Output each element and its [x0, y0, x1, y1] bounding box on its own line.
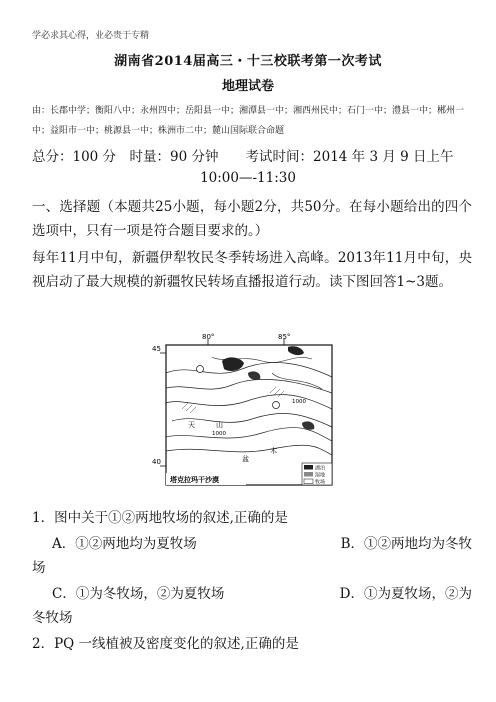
site-marker-1	[197, 366, 204, 373]
legend-swatch-lake	[304, 465, 313, 470]
school-list: 由：长郡中学；衡阳八中；永州四中；岳阳县一中；湘潭县一中；湘西州民中；石门一中；澧县一中；郴州一中；益阳市一中；桃源县一中；株洲市二中；麓山国际联合命题	[32, 106, 465, 136]
question-1-option-a[interactable]: A．①②两地均为夏牧场	[52, 536, 197, 552]
map-label-wood: 木	[270, 447, 277, 455]
lat-label-40: 40	[152, 458, 161, 466]
question-1-option-c[interactable]: C．①为冬牧场，②为夏牧场	[52, 586, 225, 602]
contour-label: 1000	[212, 431, 226, 437]
legend-pasture: 牧场	[315, 479, 326, 486]
legend-swatch-wetland	[304, 472, 313, 477]
question-2-stem: 2．PQ 一线植被及密度变化的叙述,正确的是	[32, 636, 299, 652]
map-label-mountain: 山	[216, 421, 223, 429]
question-1-stem: 1．图中关于①②两地牧场的叙述,正确的是	[32, 510, 288, 526]
question-1-option-d[interactable]: D．①为夏牧场，②为	[339, 586, 472, 602]
desert-label: 塔克拉玛干沙漠	[170, 476, 219, 484]
header-motto: 学必求其心得，业必贵于专精	[32, 31, 150, 41]
exam-subtitle: 地理试卷	[221, 79, 274, 94]
passage-text: 每年11月中旬，新疆伊犁牧民冬季转场进入高峰。2013年11月中旬，央视启动了最大规模的新疆牧民转场直播报道行动。读下图回答1~3题。	[32, 250, 472, 290]
map-svg	[152, 333, 346, 495]
exam-time-range: 10:00—-11:30	[200, 170, 296, 186]
site-marker-2	[273, 402, 280, 409]
section-intro: 一、选择题（本题共25小题，每小题2分，共50分。在每小题给出的四个选项中，只有一项是符合题目要求的。）	[32, 199, 472, 239]
question-1-option-d-continued: 冬牧场	[32, 610, 73, 626]
question-1-options-row-2	[32, 582, 472, 606]
legend-lake: 湖泊	[315, 465, 326, 472]
map-label-tian: 天	[188, 421, 195, 429]
question-1-option-b[interactable]: B．①②两地均为冬牧	[340, 536, 472, 552]
exam-title: 湖南省2014届高三・十三校联考第一次考试	[114, 54, 382, 69]
lon-label-85: 85°	[278, 333, 291, 341]
question-1-option-b-continued: 场	[32, 560, 46, 576]
contour-label: 1000	[292, 399, 306, 405]
question-1-options-row-1	[32, 532, 472, 556]
xinjiang-map-figure	[152, 333, 346, 495]
lat-label-45: 45	[152, 345, 161, 353]
exam-info-line: 总分：100 分 时量：90 分钟 考试时间：2014 年 3 月 9 日上午	[32, 149, 454, 165]
legend-swatch-pasture	[304, 479, 313, 484]
lon-label-80: 80°	[202, 333, 215, 341]
map-label-basin: 盆	[242, 455, 249, 463]
legend-wetland: 湿地	[315, 472, 326, 479]
